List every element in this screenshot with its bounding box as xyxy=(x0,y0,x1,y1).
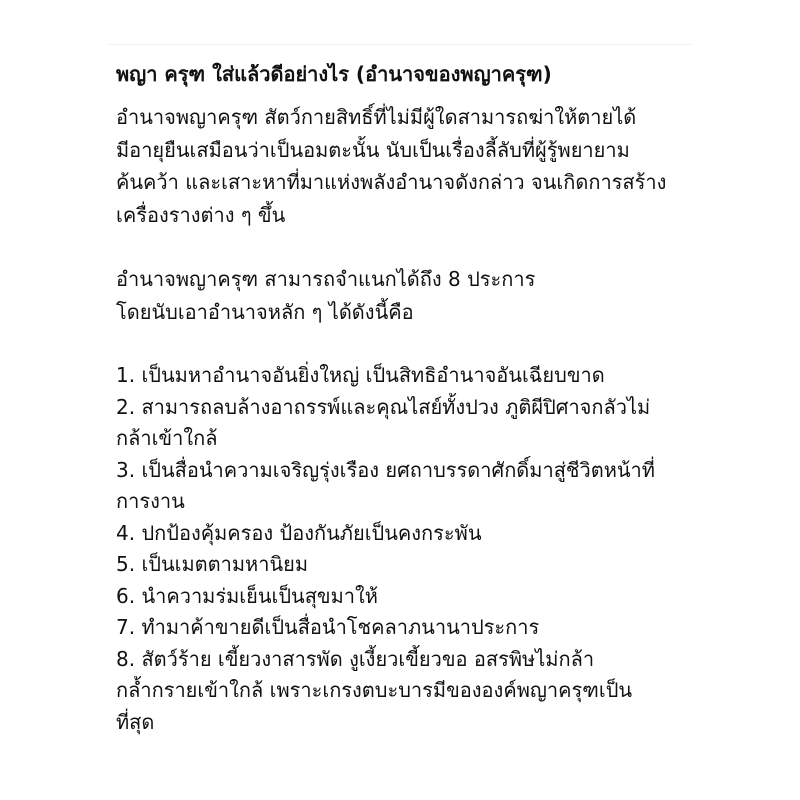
list-line: กล้าเข้าใกล้ xyxy=(116,426,218,450)
summary-paragraph xyxy=(116,263,716,328)
powers-list xyxy=(116,360,716,738)
intro-line: ค้นคว้า และเสาะหาที่มาแห่งพลังอำนาจดังกล่าว จนเกิดการสร้าง xyxy=(116,170,667,194)
intro-line: เครื่องรางต่าง ๆ ขึ้น xyxy=(116,202,286,227)
intro-line: อำนาจพญาครุฑ สัตว์กายสิทธิ์ที่ไม่มีผู้ใดสามารถฆ่าให้ตายได้ xyxy=(116,105,637,129)
list-line: การงาน xyxy=(116,489,185,513)
summary-line: โดยนับเอาอำนาจหลัก ๆ ได้ดังนี้คือ xyxy=(116,299,414,324)
list-line: 3. เป็นสื่อนำความเจริญรุ่งเรือง ยศถาบรรดาศักดิ์มาสู่ชีวิตหน้าที่ xyxy=(116,457,655,482)
list-line: กล้ำกรายเข้าใกล้ เพราะเกรงตบะบารมีขององค์พญาครุฑเป็น xyxy=(116,678,633,702)
list-line: 8. สัตว์ร้าย เขี้ยวงาสารพัด งูเงี้ยวเขี้ยวขอ อสรพิษไม่กล้า xyxy=(116,646,595,671)
paragraph-gap xyxy=(116,231,716,263)
paragraph-gap xyxy=(116,328,716,360)
list-line: 1. เป็นมหาอำนาจอันยิ่งใหญ่ เป็นสิทธิอำนาจอันเฉียบขาด xyxy=(116,363,605,387)
top-divider xyxy=(108,44,692,45)
article-title: พญา ครุฑ ใส่แล้วดีอย่างไร (อำนาจของพญาครุฑ) xyxy=(116,62,552,86)
list-line: ที่สุด xyxy=(116,709,155,734)
intro-line: มีอายุยืนเสมือนว่าเป็นอมตะนั้น นับเป็นเรื่องลี้ลับที่ผู้รู้พยายาม xyxy=(116,137,630,162)
list-line: 6. นำความร่มเย็นเป็นสุขมาให้ xyxy=(116,583,378,608)
article-body xyxy=(116,55,716,738)
intro-paragraph xyxy=(116,101,716,231)
list-line: 7. ทำมาค้าขายดีเป็นสื่อนำโชคลาภนานาประการ xyxy=(116,615,540,639)
summary-line: อำนาจพญาครุฑ สามารถจำแนกได้ถึง 8 ประการ xyxy=(116,267,536,291)
list-line: 2. สามารถลบล้างอาถรรพ์และคุณไสย์ทั้งปวง ภูติผีปิศาจกลัวไม่ xyxy=(116,394,651,419)
list-line: 4. ปกป้องคุ้มครอง ป้องกันภัยเป็นคงกระพัน xyxy=(116,520,482,545)
list-line: 5. เป็นเมตตามหานิยม xyxy=(116,552,309,576)
